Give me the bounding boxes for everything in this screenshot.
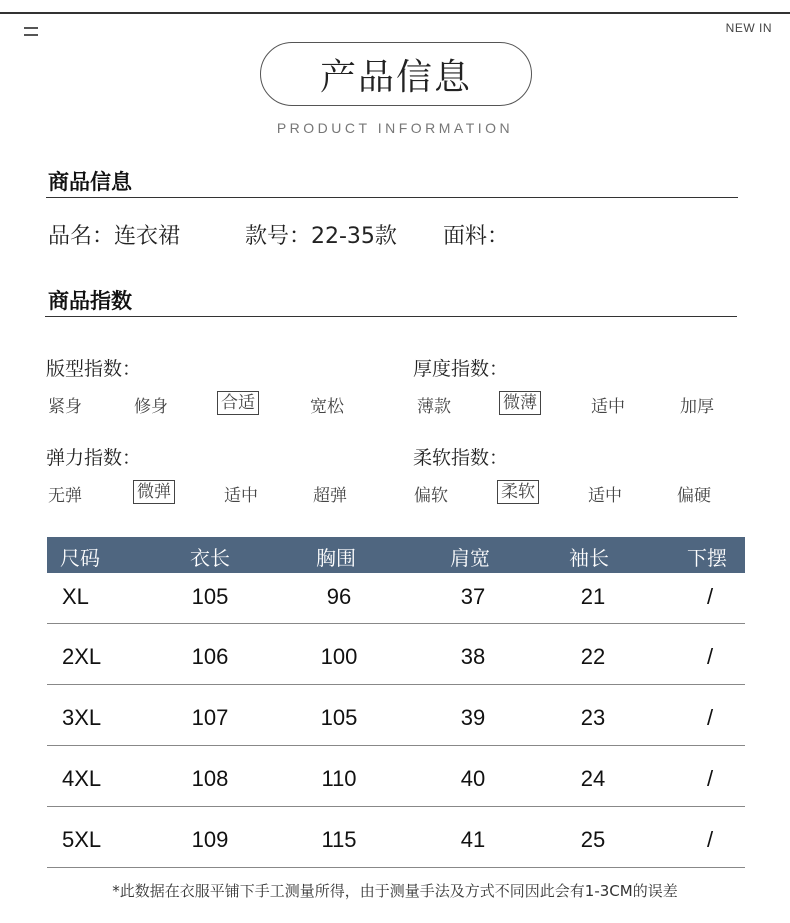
top-divider [0, 12, 790, 14]
index-option: 宽松 [310, 397, 344, 417]
table-row [47, 573, 745, 624]
table-cell: 100 [320, 644, 358, 669]
menu-icon[interactable] [24, 27, 38, 37]
table-header-cell: 袖长 [569, 546, 609, 570]
style-number: 款号：22-35款 [245, 224, 397, 249]
table-cell: 38 [460, 644, 486, 669]
table-row [47, 624, 745, 685]
table-cell: 22 [580, 644, 606, 669]
index-option-selected: 微薄 [499, 391, 541, 415]
index-option: 适中 [591, 397, 625, 417]
table-cell: 24 [580, 766, 606, 791]
indices-title: 商品指数 [48, 289, 132, 313]
index-option: 适中 [224, 486, 258, 506]
index-label: 柔软指数： [413, 447, 509, 469]
index-option-selected: 柔软 [497, 480, 539, 504]
table-header-cell: 衣长 [190, 546, 230, 570]
table-cell: 107 [191, 705, 229, 730]
product-info-divider [46, 197, 738, 198]
table-cell: 41 [460, 827, 486, 852]
table-cell: / [706, 584, 714, 609]
new-in-label: NEW IN [725, 21, 772, 35]
index-label: 弹力指数： [46, 447, 142, 469]
index-option: 加厚 [680, 397, 714, 417]
indices-divider [45, 316, 737, 317]
index-option: 无弹 [48, 486, 82, 506]
index-option: 超弹 [313, 486, 347, 506]
table-cell: 21 [580, 584, 606, 609]
table-cell: 5XL [62, 827, 102, 852]
table-cell: / [706, 705, 714, 730]
index-option: 修身 [134, 397, 168, 417]
table-cell: 3XL [62, 705, 102, 730]
table-cell: 115 [321, 827, 357, 852]
index-option: 薄款 [417, 397, 451, 417]
table-cell: 2XL [62, 644, 102, 669]
index-option: 偏硬 [677, 486, 711, 506]
index-option: 紧身 [48, 397, 82, 417]
table-cell: 37 [460, 584, 486, 609]
table-header-cell: 尺码 [60, 546, 100, 570]
table-header [47, 537, 745, 573]
table-header-cell: 胸围 [316, 546, 356, 570]
table-cell: 39 [460, 705, 486, 730]
index-option-selected: 微弹 [133, 480, 175, 504]
fabric: 面料： [443, 224, 510, 249]
table-cell: 105 [320, 705, 358, 730]
index-option-selected: 合适 [217, 391, 259, 415]
page-subtitle: PRODUCT INFORMATION [276, 120, 514, 136]
table-cell: / [706, 827, 714, 852]
index-option: 偏软 [414, 486, 448, 506]
table-cell: 96 [326, 584, 352, 609]
page-title: 产品信息 [260, 42, 532, 106]
size-table [47, 537, 745, 868]
table-row [47, 685, 745, 746]
index-option: 适中 [588, 486, 622, 506]
table-row [47, 746, 745, 807]
index-label: 厚度指数： [413, 358, 509, 380]
measurement-footnote: *此数据在衣服平铺下手工测量所得，由于测量手法及方式不同因此会有1-3CM的误差 [112, 882, 678, 900]
table-header-cell: 肩宽 [450, 546, 490, 570]
table-row [47, 807, 745, 868]
table-cell: 25 [580, 827, 606, 852]
index-label: 版型指数： [46, 358, 142, 380]
table-body [47, 573, 745, 868]
table-cell: 40 [460, 766, 486, 791]
table-cell: 4XL [62, 766, 102, 791]
table-cell: 106 [191, 644, 229, 669]
product-info-title: 商品信息 [48, 170, 132, 194]
table-cell: / [706, 766, 714, 791]
table-cell: 109 [191, 827, 229, 852]
table-cell: 23 [580, 705, 606, 730]
table-cell: 110 [321, 766, 357, 791]
table-cell: / [706, 644, 714, 669]
product-name: 品名：连衣裙 [48, 224, 181, 249]
table-header-cell: 下摆 [687, 546, 727, 570]
table-cell: 105 [191, 584, 229, 609]
table-cell: XL [62, 584, 89, 609]
table-cell: 108 [191, 766, 229, 791]
